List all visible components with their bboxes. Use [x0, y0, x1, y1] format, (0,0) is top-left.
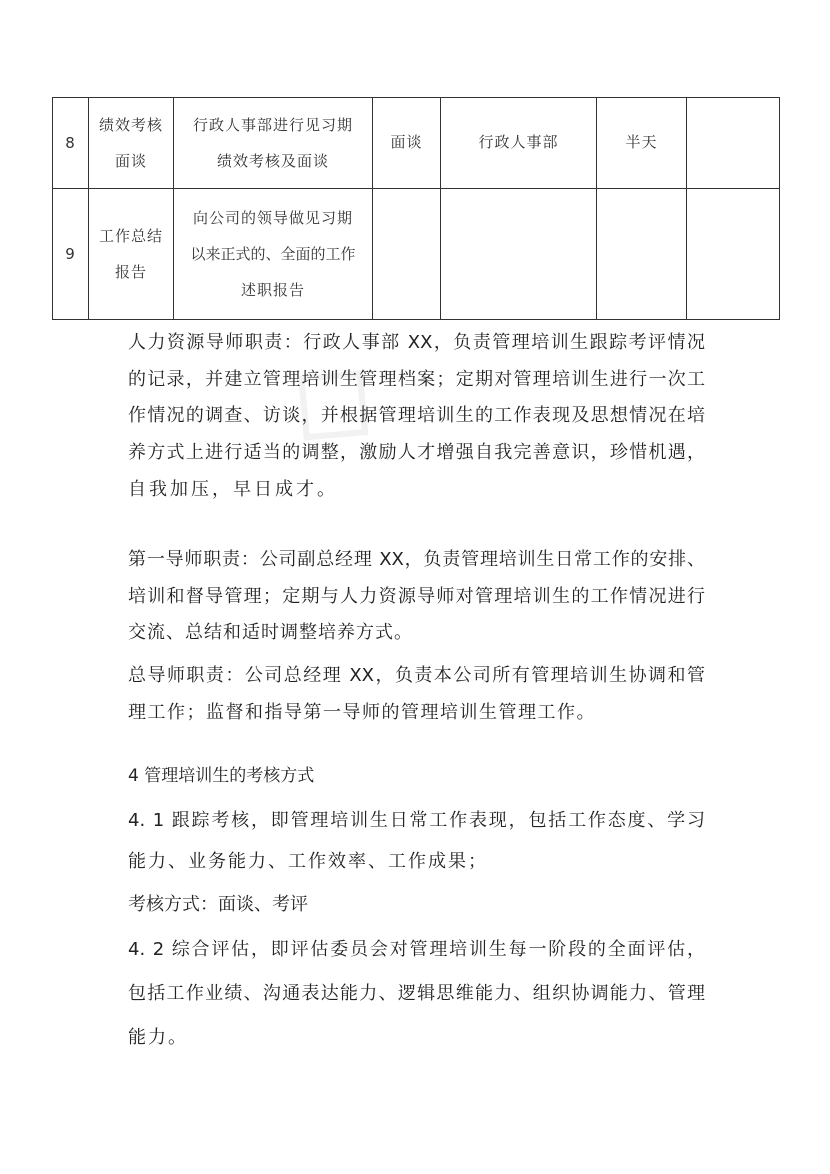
row-number: 9 — [53, 189, 89, 320]
text-line: 养方式上进行适当的调整，激励人才增强自我完善意识，珍惜机遇， — [128, 442, 705, 463]
dept-cell — [441, 189, 597, 320]
text-line: 交流、总结和适时调整培养方式。 — [128, 622, 413, 643]
text-line: 培训和督导管理；定期与人力资源导师对管理培训生的工作情况进行 — [128, 586, 705, 607]
method-cell: 面谈 — [373, 98, 441, 189]
cell-line: 报告 — [114, 263, 147, 281]
text-line: 能力、业务能力、工作效率、工作成果； — [128, 851, 488, 872]
text-line: 第一导师职责：公司副总经理 XX，负责管理培训生日常工作的安排、 — [128, 549, 705, 570]
text-line: 理工作；监督和指导第一导师的管理培训生管理工作。 — [128, 702, 596, 723]
watermark: ◇ — [243, 319, 410, 480]
content-cell — [174, 189, 373, 320]
text-line: 作情况的调查、访谈，并根据管理培训生的工作表现及思想情况在培 — [128, 405, 705, 426]
table-row — [53, 189, 780, 320]
text-line: 4. 1 跟踪考核，即管理培训生日常工作表现，包括工作态度、学习 — [128, 810, 705, 831]
duration-cell — [597, 189, 687, 320]
text-line: 考核方式：面谈、考评 — [128, 894, 308, 915]
cell-line: 工作总结 — [98, 227, 163, 245]
cell-line: 述职报告 — [240, 281, 305, 299]
text-line: 4. 2 综合评估，即评估委员会对管理培训生每一阶段的全面评估， — [128, 939, 705, 960]
note-cell — [687, 98, 780, 189]
text-line: 总导师职责：公司总经理 XX，负责本公司所有管理培训生协调和管 — [128, 665, 705, 686]
cell-line: 向公司的领导做见习期 — [192, 209, 353, 227]
cell-line: 行政人事部进行见习期 — [192, 116, 353, 134]
text-line: 自我加压，早日成才。 — [128, 479, 338, 500]
dept-cell: 行政人事部 — [441, 98, 597, 189]
cell-line: 绩效考核 — [98, 116, 163, 134]
cell-line: 以来正式的、全面的工作 — [190, 245, 356, 263]
duration-cell: 半天 — [597, 98, 687, 189]
method-cell — [373, 189, 441, 320]
row-number: 8 — [53, 98, 89, 189]
table-row — [53, 98, 780, 189]
schedule-table — [52, 97, 780, 320]
text-line: 能力。 — [128, 1027, 188, 1048]
note-cell — [687, 189, 780, 320]
cell-line: 绩效考核及面谈 — [216, 152, 329, 170]
item-cell — [89, 98, 174, 189]
section-heading: 4 管理培训生的考核方式 — [128, 766, 315, 786]
content-cell — [174, 98, 373, 189]
text-line: 人力资源导师职责：行政人事部 XX，负责管理培训生跟踪考评情况 — [128, 332, 705, 353]
item-cell — [89, 189, 174, 320]
text-line: 包括工作业绩、沟通表达能力、逻辑思维能力、组织协调能力、管理 — [128, 983, 705, 1004]
text-line: 的记录，并建立管理培训生管理档案；定期对管理培训生进行一次工 — [128, 369, 705, 390]
cell-line: 面谈 — [114, 152, 147, 170]
